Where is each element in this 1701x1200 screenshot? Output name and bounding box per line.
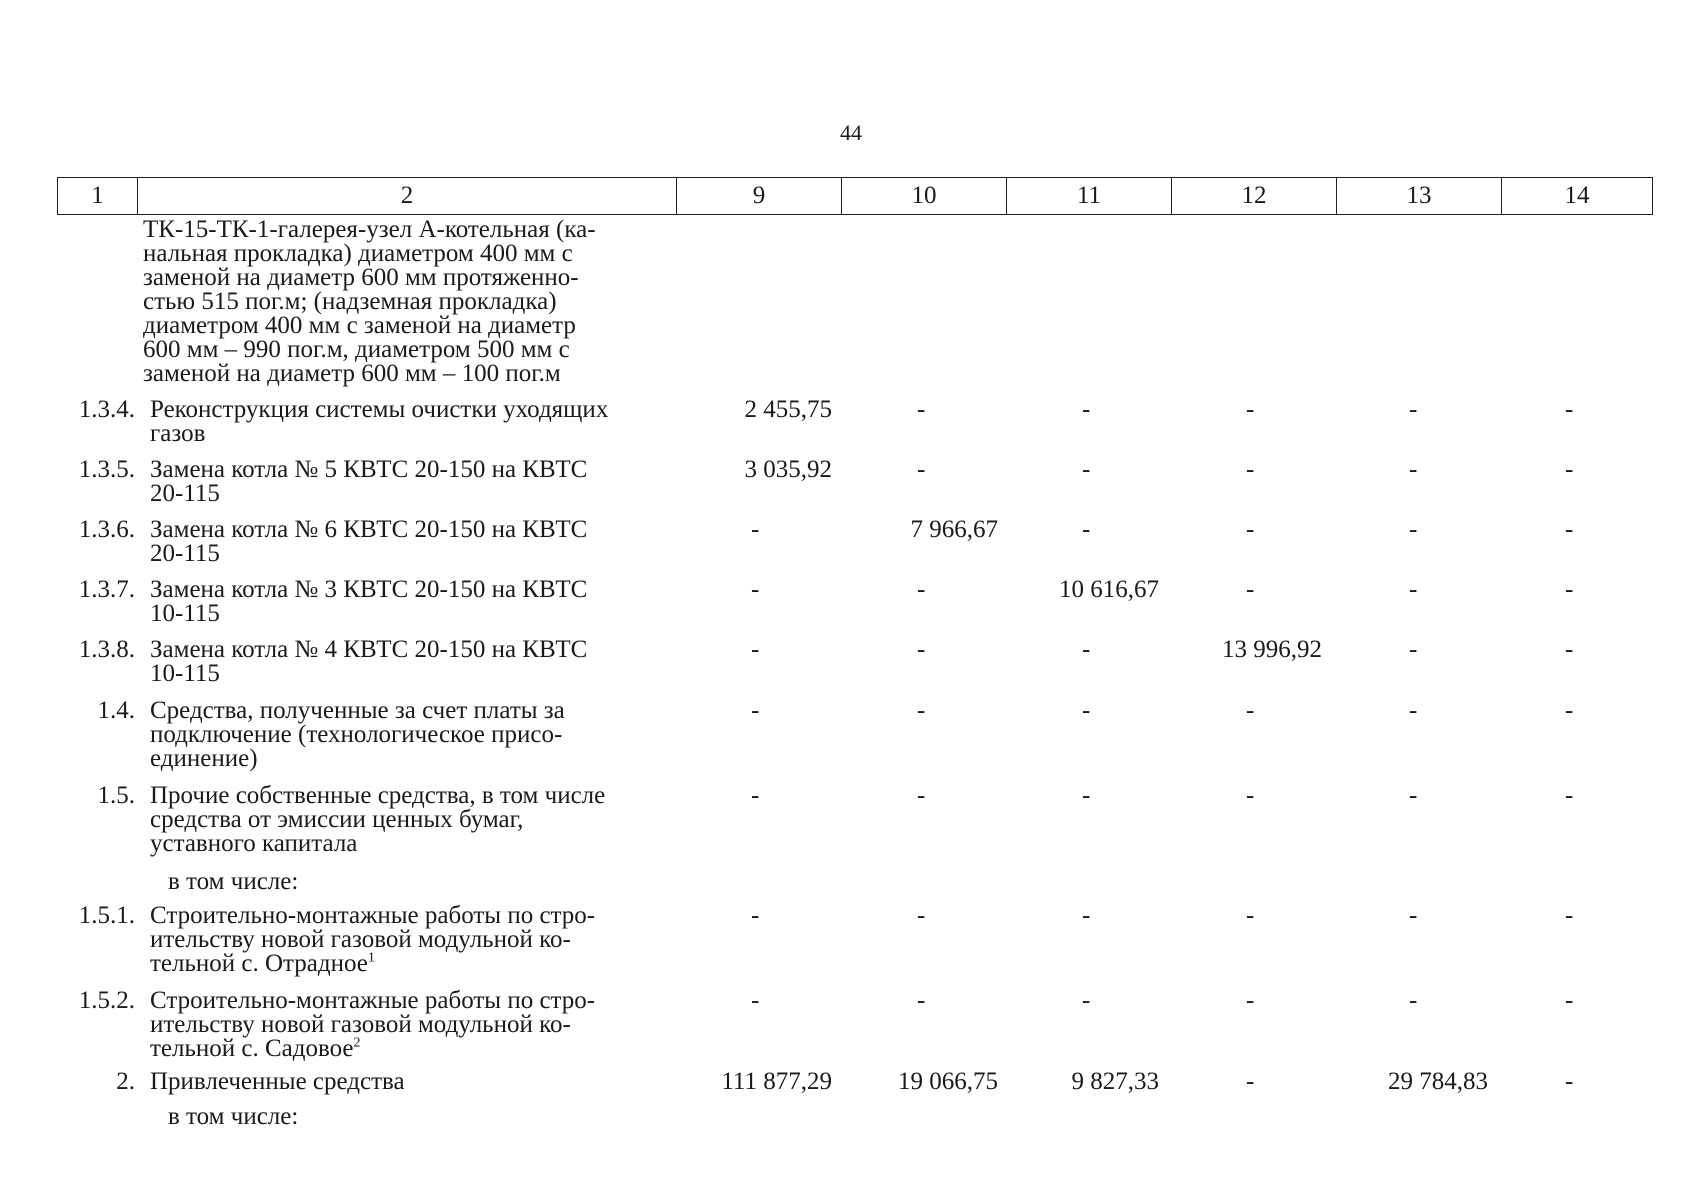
row-number: 1.5.	[97, 782, 135, 809]
desc-line	[150, 1037, 680, 1061]
value-col-13: -	[1409, 516, 1418, 543]
desc-line: газов	[150, 420, 206, 447]
value-col-9: -	[751, 697, 760, 724]
value-col-14: -	[1565, 697, 1574, 724]
value-col-13: -	[1409, 987, 1418, 1014]
value-col-12: -	[1246, 987, 1255, 1014]
desc-line: уставного капитала	[150, 830, 358, 857]
value-col-14: -	[1565, 987, 1574, 1014]
value-col-14: -	[1565, 1068, 1574, 1095]
value-col-11: 9 827,33	[1071, 1068, 1159, 1095]
value-col-10: 7 966,67	[910, 516, 998, 543]
desc-line: подключение (технологическое присо-	[150, 721, 563, 748]
value-col-14: -	[1565, 456, 1574, 483]
value-col-12: -	[1246, 1068, 1255, 1095]
row-description	[150, 989, 680, 1061]
value-col-11: -	[1082, 456, 1091, 483]
column-header-12: 12	[1172, 178, 1337, 215]
desc-line: заменой на диаметр 600 мм – 100 пог.м	[143, 360, 561, 387]
footnote-marker: 1	[367, 950, 375, 966]
row-description	[150, 699, 680, 771]
desc-line-text: тельной с. Садовое	[150, 1035, 354, 1062]
row-number: 1.5.2.	[78, 987, 135, 1014]
row-description	[150, 784, 680, 856]
value-col-14: -	[1565, 396, 1574, 423]
value-col-11: -	[1082, 902, 1091, 929]
value-col-12: -	[1246, 576, 1255, 603]
value-col-11: -	[1082, 697, 1091, 724]
desc-line	[150, 952, 680, 976]
desc-line: 20-115	[150, 480, 220, 507]
desc-line-text: тельной с. Отрадное	[150, 950, 368, 977]
desc-line: нальная прокладка) диаметром 400 мм с	[143, 240, 573, 267]
desc-line: Замена котла № 5 КВТС 20-150 на КВТС	[150, 456, 588, 483]
value-col-9: -	[751, 902, 760, 929]
value-col-13: -	[1409, 636, 1418, 663]
value-col-9: 3 035,92	[744, 456, 832, 483]
value-col-9: 111 877,29	[721, 1068, 832, 1095]
value-col-12: -	[1246, 902, 1255, 929]
desc-line: Замена котла № 3 КВТС 20-150 на КВТС	[150, 576, 588, 603]
value-col-10: -	[917, 636, 926, 663]
row-description	[150, 578, 680, 626]
row-number: 1.5.1.	[78, 902, 135, 929]
desc-line: Средства, полученные за счет платы за	[150, 697, 565, 724]
page-number: 44	[840, 120, 862, 145]
desc-line: 10-115	[150, 600, 220, 627]
value-col-14: -	[1565, 902, 1574, 929]
value-col-12: -	[1246, 782, 1255, 809]
desc-line: Прочие собственные средства, в том числе	[150, 782, 606, 809]
value-col-10: -	[917, 576, 926, 603]
desc-line: ительству новой газовой модульной ко-	[150, 926, 571, 953]
value-col-12: -	[1246, 516, 1255, 543]
desc-line: заменой на диаметр 600 мм протяженно-	[143, 264, 579, 291]
desc-line: Реконструкция системы очистки уходящих	[150, 396, 609, 423]
value-col-14: -	[1565, 576, 1574, 603]
value-col-9: -	[751, 782, 760, 809]
desc-line: 20-115	[150, 540, 220, 567]
continuation-description	[143, 218, 673, 386]
value-col-10: -	[917, 902, 926, 929]
desc-line: стью 515 пог.м; (надземная прокладка)	[143, 288, 557, 315]
column-header-13: 13	[1337, 178, 1502, 215]
desc-line: единение)	[150, 745, 258, 772]
value-col-9: -	[751, 576, 760, 603]
value-col-11: -	[1082, 987, 1091, 1014]
row-number: 2.	[116, 1068, 135, 1095]
column-header-2: 2	[138, 178, 677, 215]
column-header-10: 10	[842, 178, 1007, 215]
column-header-1: 1	[58, 178, 138, 215]
value-col-11: -	[1082, 782, 1091, 809]
value-col-9: 2 455,75	[744, 396, 832, 423]
row-description	[150, 458, 680, 506]
value-col-9: -	[751, 636, 760, 663]
row-description	[150, 398, 680, 446]
row-number: 1.3.4.	[78, 396, 135, 423]
value-col-10: -	[917, 697, 926, 724]
row-number: 1.3.5.	[78, 456, 135, 483]
value-col-10: -	[917, 456, 926, 483]
desc-line: Привлеченные средства	[150, 1068, 405, 1095]
row-description	[150, 518, 680, 566]
row-number: 1.4.	[97, 697, 135, 724]
desc-line: Замена котла № 4 КВТС 20-150 на КВТС	[150, 636, 588, 663]
value-col-13: -	[1409, 697, 1418, 724]
desc-line: 10-115	[150, 660, 220, 687]
column-header-9: 9	[677, 178, 842, 215]
value-col-11: -	[1082, 636, 1091, 663]
value-col-12: -	[1246, 697, 1255, 724]
footnote-marker: 2	[353, 1035, 361, 1051]
value-col-11: -	[1082, 396, 1091, 423]
row-description	[150, 638, 680, 686]
row-number: 1.3.7.	[78, 576, 135, 603]
value-col-9: -	[751, 516, 760, 543]
subheader-label: в том числе:	[168, 868, 299, 895]
value-col-14: -	[1565, 782, 1574, 809]
row-description	[150, 1070, 680, 1094]
value-col-10: -	[917, 396, 926, 423]
value-col-13: -	[1409, 576, 1418, 603]
value-col-9: -	[751, 987, 760, 1014]
column-header-14: 14	[1502, 178, 1653, 215]
value-col-13: 29 784,83	[1388, 1068, 1488, 1095]
value-col-14: -	[1565, 636, 1574, 663]
row-number: 1.3.8.	[78, 636, 135, 663]
value-col-13: -	[1409, 396, 1418, 423]
desc-line: средства от эмиссии ценных бумаг,	[150, 806, 524, 833]
desc-line: Строительно-монтажные работы по стро-	[150, 902, 596, 929]
value-col-13: -	[1409, 902, 1418, 929]
value-col-11: 10 616,67	[1059, 576, 1159, 603]
value-col-12: 13 996,92	[1222, 636, 1322, 663]
row-description	[150, 904, 680, 976]
desc-line: ТК-15-ТК-1-галерея-узел А-котельная (ка-	[143, 216, 596, 243]
desc-line: Строительно-монтажные работы по стро-	[150, 987, 596, 1014]
value-col-10: -	[917, 782, 926, 809]
desc-line: Замена котла № 6 КВТС 20-150 на КВТС	[150, 516, 588, 543]
value-col-12: -	[1246, 396, 1255, 423]
value-col-13: -	[1409, 782, 1418, 809]
desc-line: 600 мм – 990 пог.м, диаметром 500 мм с	[143, 336, 570, 363]
desc-line: диаметром 400 мм с заменой на диаметр	[143, 312, 576, 339]
value-col-13: -	[1409, 456, 1418, 483]
value-col-10: -	[917, 987, 926, 1014]
value-col-14: -	[1565, 516, 1574, 543]
row-number: 1.3.6.	[78, 516, 135, 543]
value-col-12: -	[1246, 456, 1255, 483]
value-col-11: -	[1082, 516, 1091, 543]
value-col-10: 19 066,75	[898, 1068, 998, 1095]
desc-line: ительству новой газовой модульной ко-	[150, 1011, 571, 1038]
subheader-label: в том числе:	[168, 1103, 299, 1130]
column-header-11: 11	[1007, 178, 1172, 215]
